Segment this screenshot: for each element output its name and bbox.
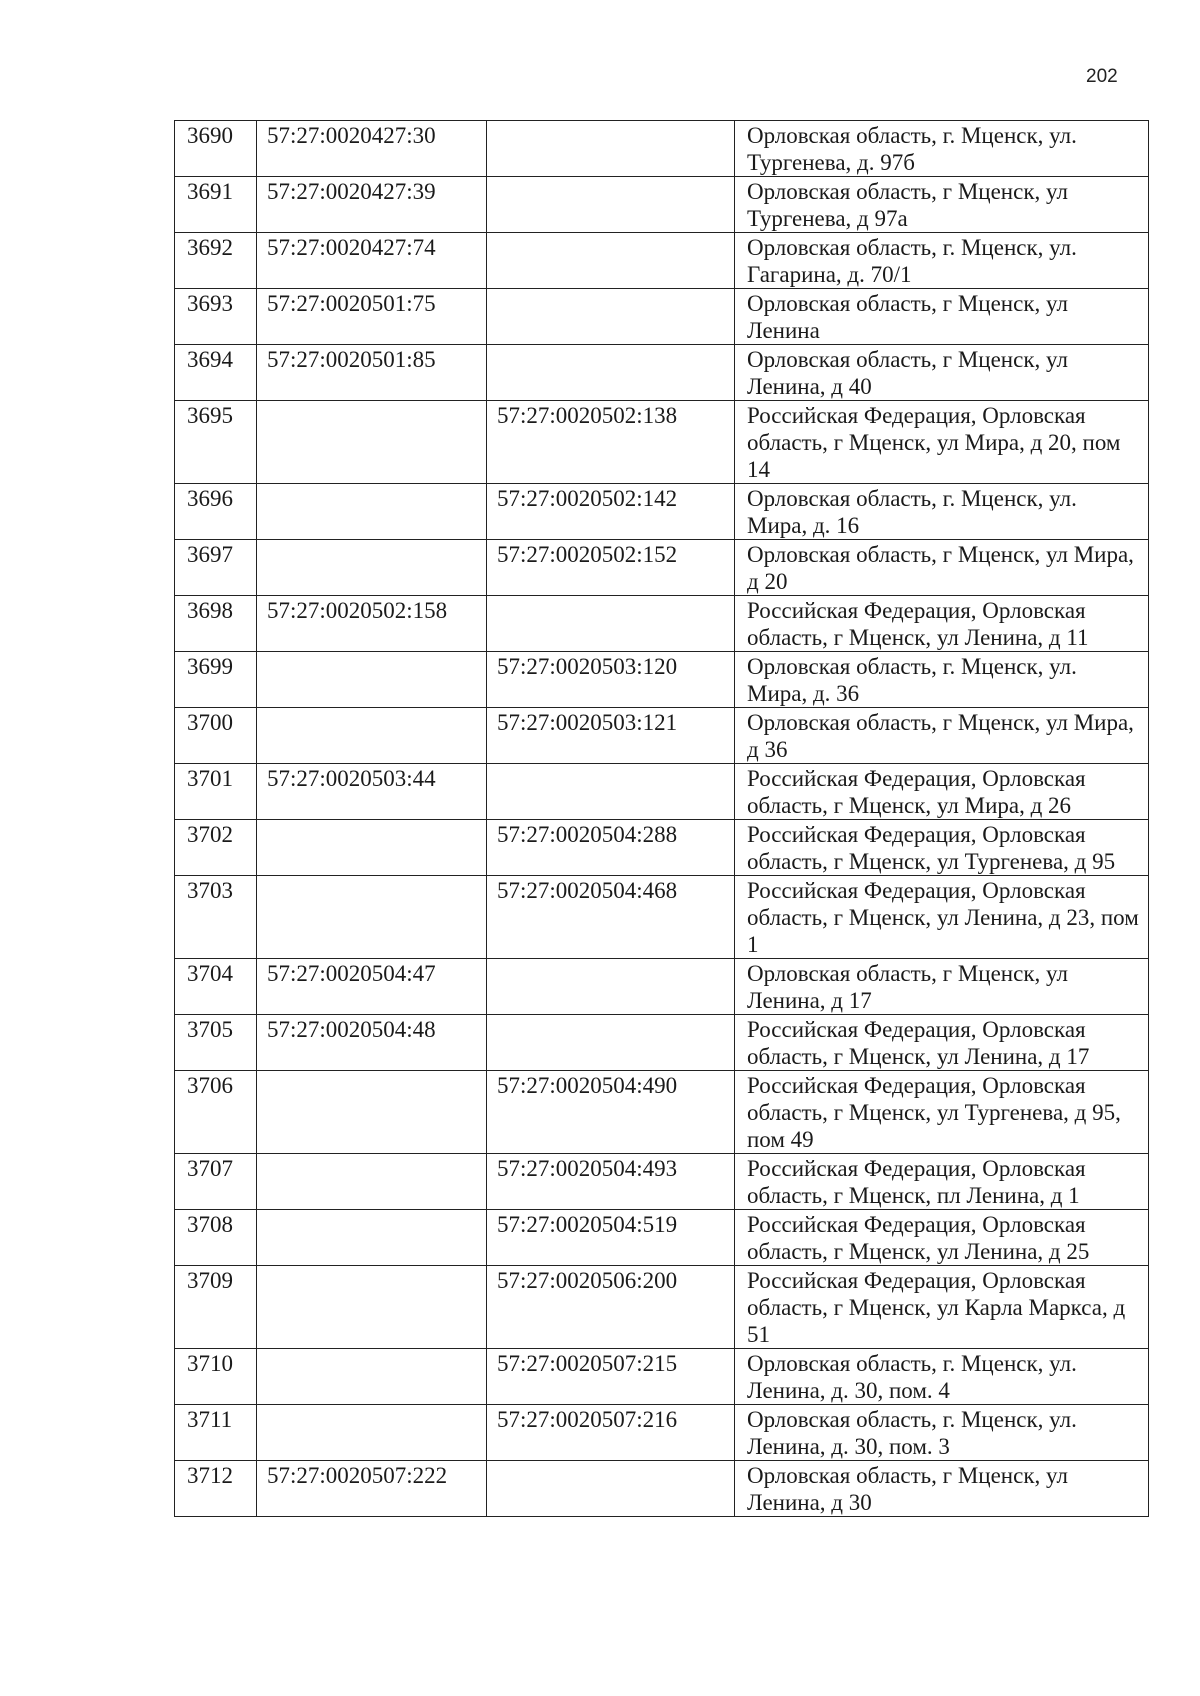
address-cell: Орловская область, г. Мценск, ул. Гагарина, д. 70/1 xyxy=(735,233,1149,289)
row-number-cell: 3711 xyxy=(175,1405,257,1461)
table-row xyxy=(175,345,1149,401)
page-number: 202 xyxy=(1086,66,1118,87)
land-cadastral-number-cell xyxy=(257,1071,487,1154)
land-cadastral-number-cell: 57:27:0020501:75 xyxy=(257,289,487,345)
building-cadastral-number-cell xyxy=(487,121,735,177)
row-number-cell: 3708 xyxy=(175,1210,257,1266)
row-number-cell: 3701 xyxy=(175,764,257,820)
table-row xyxy=(175,1349,1149,1405)
table-row xyxy=(175,1154,1149,1210)
building-cadastral-number-cell: 57:27:0020503:121 xyxy=(487,708,735,764)
row-number-cell: 3705 xyxy=(175,1015,257,1071)
row-number-cell: 3696 xyxy=(175,484,257,540)
address-cell: Российская Федерация, Орловская область, г Мценск, ул Ленина, д 23, пом 1 xyxy=(735,876,1149,959)
table-row xyxy=(175,1210,1149,1266)
building-cadastral-number-cell: 57:27:0020507:216 xyxy=(487,1405,735,1461)
table-row xyxy=(175,1071,1149,1154)
land-cadastral-number-cell xyxy=(257,1349,487,1405)
building-cadastral-number-cell xyxy=(487,345,735,401)
building-cadastral-number-cell xyxy=(487,959,735,1015)
row-number-cell: 3710 xyxy=(175,1349,257,1405)
land-cadastral-number-cell: 57:27:0020507:222 xyxy=(257,1461,487,1517)
row-number-cell: 3693 xyxy=(175,289,257,345)
address-cell: Орловская область, г. Мценск, ул. Ленина, д. 30, пом. 4 xyxy=(735,1349,1149,1405)
table-row xyxy=(175,1266,1149,1349)
land-cadastral-number-cell xyxy=(257,652,487,708)
table-row xyxy=(175,876,1149,959)
building-cadastral-number-cell: 57:27:0020503:120 xyxy=(487,652,735,708)
building-cadastral-number-cell: 57:27:0020502:152 xyxy=(487,540,735,596)
table-row xyxy=(175,401,1149,484)
address-cell: Орловская область, г Мценск, ул Ленина, д 30 xyxy=(735,1461,1149,1517)
land-cadastral-number-cell xyxy=(257,1210,487,1266)
building-cadastral-number-cell: 57:27:0020504:288 xyxy=(487,820,735,876)
building-cadastral-number-cell: 57:27:0020504:519 xyxy=(487,1210,735,1266)
table-row xyxy=(175,652,1149,708)
land-cadastral-number-cell xyxy=(257,1405,487,1461)
address-cell: Российская Федерация, Орловская область, г Мценск, ул Ленина, д 11 xyxy=(735,596,1149,652)
row-number-cell: 3700 xyxy=(175,708,257,764)
row-number-cell: 3697 xyxy=(175,540,257,596)
table-row xyxy=(175,596,1149,652)
building-cadastral-number-cell xyxy=(487,177,735,233)
table-row xyxy=(175,820,1149,876)
address-cell: Орловская область, г Мценск, ул Ленина, д 17 xyxy=(735,959,1149,1015)
row-number-cell: 3695 xyxy=(175,401,257,484)
row-number-cell: 3706 xyxy=(175,1071,257,1154)
cadastral-register-table xyxy=(174,120,1149,1517)
land-cadastral-number-cell: 57:27:0020427:74 xyxy=(257,233,487,289)
address-cell: Российская Федерация, Орловская область, г Мценск, пл Ленина, д 1 xyxy=(735,1154,1149,1210)
table-row xyxy=(175,708,1149,764)
land-cadastral-number-cell xyxy=(257,1154,487,1210)
building-cadastral-number-cell xyxy=(487,1015,735,1071)
table-row xyxy=(175,540,1149,596)
row-number-cell: 3712 xyxy=(175,1461,257,1517)
address-cell: Орловская область, г. Мценск, ул. Ленина, д. 30, пом. 3 xyxy=(735,1405,1149,1461)
row-number-cell: 3709 xyxy=(175,1266,257,1349)
row-number-cell: 3707 xyxy=(175,1154,257,1210)
land-cadastral-number-cell xyxy=(257,484,487,540)
building-cadastral-number-cell: 57:27:0020506:200 xyxy=(487,1266,735,1349)
building-cadastral-number-cell xyxy=(487,233,735,289)
table-row xyxy=(175,177,1149,233)
land-cadastral-number-cell xyxy=(257,820,487,876)
row-number-cell: 3694 xyxy=(175,345,257,401)
row-number-cell: 3692 xyxy=(175,233,257,289)
row-number-cell: 3699 xyxy=(175,652,257,708)
land-cadastral-number-cell xyxy=(257,540,487,596)
address-cell: Орловская область, г. Мценск, ул. Тургенева, д. 97б xyxy=(735,121,1149,177)
register-table-body xyxy=(175,121,1149,1517)
land-cadastral-number-cell xyxy=(257,708,487,764)
land-cadastral-number-cell: 57:27:0020503:44 xyxy=(257,764,487,820)
land-cadastral-number-cell: 57:27:0020501:85 xyxy=(257,345,487,401)
building-cadastral-number-cell xyxy=(487,596,735,652)
land-cadastral-number-cell xyxy=(257,876,487,959)
address-cell: Российская Федерация, Орловская область, г Мценск, ул Тургенева, д 95 xyxy=(735,820,1149,876)
address-cell: Российская Федерация, Орловская область, г Мценск, ул Карла Маркса, д 51 xyxy=(735,1266,1149,1349)
land-cadastral-number-cell: 57:27:0020427:30 xyxy=(257,121,487,177)
address-cell: Российская Федерация, Орловская область, г Мценск, ул Ленина, д 25 xyxy=(735,1210,1149,1266)
table-row xyxy=(175,484,1149,540)
table-row xyxy=(175,121,1149,177)
building-cadastral-number-cell: 57:27:0020504:493 xyxy=(487,1154,735,1210)
building-cadastral-number-cell: 57:27:0020507:215 xyxy=(487,1349,735,1405)
building-cadastral-number-cell: 57:27:0020502:142 xyxy=(487,484,735,540)
building-cadastral-number-cell xyxy=(487,289,735,345)
row-number-cell: 3690 xyxy=(175,121,257,177)
table-row xyxy=(175,289,1149,345)
address-cell: Орловская область, г Мценск, ул Ленина xyxy=(735,289,1149,345)
address-cell: Орловская область, г Мценск, ул Мира, д 36 xyxy=(735,708,1149,764)
address-cell: Орловская область, г Мценск, ул Мира, д 20 xyxy=(735,540,1149,596)
table-row xyxy=(175,1461,1149,1517)
building-cadastral-number-cell: 57:27:0020502:138 xyxy=(487,401,735,484)
building-cadastral-number-cell xyxy=(487,764,735,820)
address-cell: Орловская область, г. Мценск, ул. Мира, д. 36 xyxy=(735,652,1149,708)
address-cell: Орловская область, г. Мценск, ул. Мира, д. 16 xyxy=(735,484,1149,540)
row-number-cell: 3698 xyxy=(175,596,257,652)
land-cadastral-number-cell xyxy=(257,1266,487,1349)
building-cadastral-number-cell: 57:27:0020504:490 xyxy=(487,1071,735,1154)
address-cell: Орловская область, г Мценск, ул Ленина, д 40 xyxy=(735,345,1149,401)
land-cadastral-number-cell xyxy=(257,401,487,484)
address-cell: Российская Федерация, Орловская область, г Мценск, ул Мира, д 20, пом 14 xyxy=(735,401,1149,484)
table-row xyxy=(175,233,1149,289)
row-number-cell: 3703 xyxy=(175,876,257,959)
address-cell: Орловская область, г Мценск, ул Тургенева, д 97а xyxy=(735,177,1149,233)
land-cadastral-number-cell: 57:27:0020427:39 xyxy=(257,177,487,233)
address-cell: Российская Федерация, Орловская область, г Мценск, ул Ленина, д 17 xyxy=(735,1015,1149,1071)
address-cell: Российская Федерация, Орловская область, г Мценск, ул Тургенева, д 95, пом 49 xyxy=(735,1071,1149,1154)
address-cell: Российская Федерация, Орловская область, г Мценск, ул Мира, д 26 xyxy=(735,764,1149,820)
table-row xyxy=(175,1405,1149,1461)
row-number-cell: 3691 xyxy=(175,177,257,233)
row-number-cell: 3702 xyxy=(175,820,257,876)
land-cadastral-number-cell: 57:27:0020504:48 xyxy=(257,1015,487,1071)
table-row xyxy=(175,1015,1149,1071)
table-row xyxy=(175,764,1149,820)
building-cadastral-number-cell xyxy=(487,1461,735,1517)
table-row xyxy=(175,959,1149,1015)
land-cadastral-number-cell: 57:27:0020502:158 xyxy=(257,596,487,652)
row-number-cell: 3704 xyxy=(175,959,257,1015)
land-cadastral-number-cell: 57:27:0020504:47 xyxy=(257,959,487,1015)
building-cadastral-number-cell: 57:27:0020504:468 xyxy=(487,876,735,959)
